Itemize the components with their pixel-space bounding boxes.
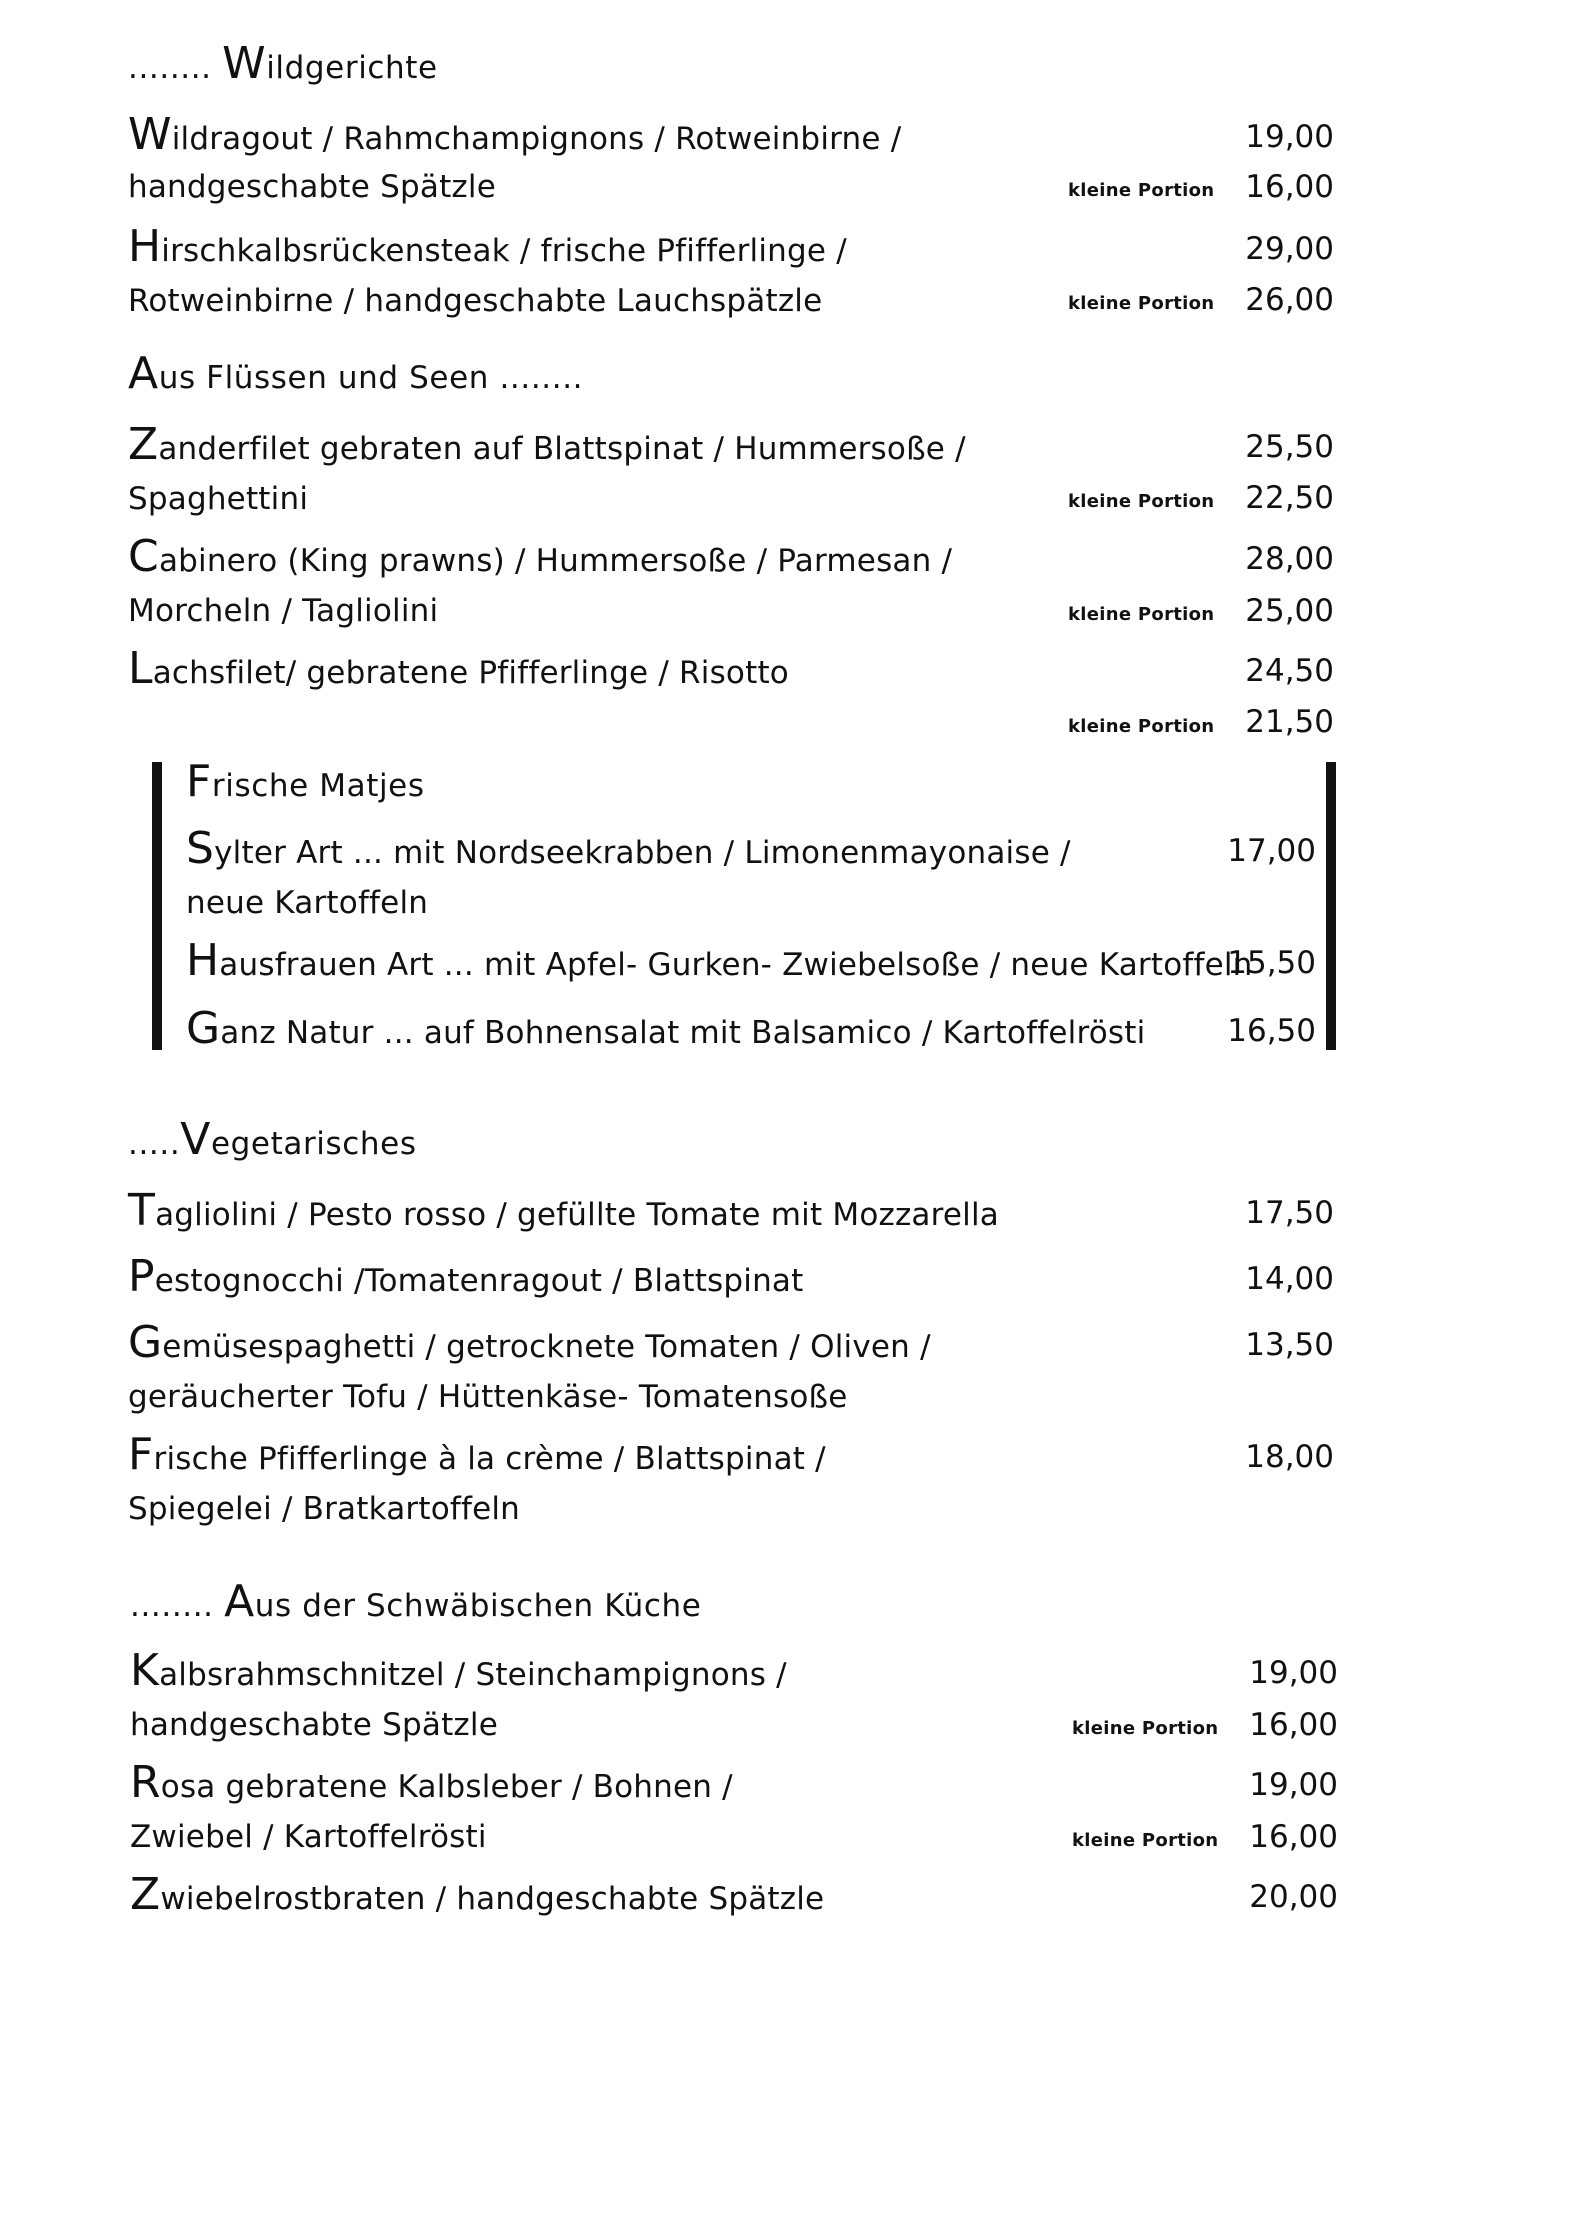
menu-item-line2: handgeschabte Spätzle (130, 1707, 498, 1743)
item-initial: T (128, 1185, 156, 1236)
section-heading-fluesse-seen (128, 348, 584, 399)
menu-item-line2: Spaghettini (128, 481, 309, 517)
heading-text: us Flüssen und Seen ........ (158, 360, 584, 396)
menu-item-name (128, 643, 789, 694)
item-line1: emüsespaghetti / getrocknete Tomaten / Oliven / (162, 1329, 931, 1365)
menu-item-name (186, 935, 1253, 986)
heading-initial: V (180, 1114, 211, 1165)
menu-item-price: 20,00 (1249, 1879, 1338, 1915)
heading-initial: W (222, 38, 267, 89)
section-heading-frische-matjes (186, 756, 425, 807)
menu-item-name (128, 1429, 826, 1480)
menu-item-line2: Spiegelei / Bratkartoffeln (128, 1491, 521, 1527)
heading-text: rische Matjes (211, 768, 425, 804)
menu-item-price: 13,50 (1245, 1327, 1334, 1363)
menu-item-name (130, 1869, 825, 1920)
item-initial: R (130, 1757, 161, 1808)
item-line1: agliolini / Pesto rosso / gefüllte Tomate mit Mozzarella (155, 1197, 999, 1233)
item-initial: H (128, 221, 162, 272)
menu-item-price: 29,00 (1245, 231, 1334, 267)
menu-item-price: 16,50 (1227, 1013, 1316, 1049)
item-line1: osa gebratene Kalbsleber / Bohnen / (160, 1769, 733, 1805)
item-initial: L (128, 643, 153, 694)
menu-item-name (128, 419, 966, 470)
item-initial: S (186, 823, 215, 874)
item-initial: H (186, 935, 220, 986)
section-heading-schwaebische-kueche (130, 1576, 702, 1627)
menu-item-price: 17,00 (1227, 833, 1316, 869)
small-portion-price: 22,50 (1245, 480, 1334, 516)
heading-text: ildgerichte (266, 50, 438, 86)
heading-text: us der Schwäbischen Küche (254, 1588, 702, 1624)
small-portion-label: kleine Portion (1072, 1718, 1219, 1739)
menu-item-name (186, 823, 1071, 874)
heading-initial: A (128, 348, 159, 399)
menu-item-name (128, 531, 953, 582)
small-portion-price: 16,00 (1249, 1707, 1338, 1743)
small-portion-price: 16,00 (1245, 169, 1334, 205)
menu-item-line2: neue Kartoffeln (186, 885, 429, 921)
menu-item-name (128, 1251, 804, 1302)
menu-item-price: 15,50 (1227, 945, 1316, 981)
item-initial: Z (130, 1869, 161, 1920)
menu-item-price: 19,00 (1249, 1767, 1338, 1803)
small-portion-label: kleine Portion (1068, 604, 1215, 625)
item-line1: ausfrauen Art ... mit Apfel- Gurken- Zwiebelsoße / neue Kartoffeln (219, 947, 1253, 983)
menu-item-price: 18,00 (1245, 1439, 1334, 1475)
heading-text: egetarisches (210, 1126, 417, 1162)
menu-item-name (130, 1645, 787, 1696)
heading-initial: A (224, 1576, 255, 1627)
item-line1: irschkalbsrückensteak / frische Pfifferlinge / (161, 233, 847, 269)
menu-item-line2: Morcheln / Tagliolini (128, 593, 439, 629)
menu-item-price: 24,50 (1245, 653, 1334, 689)
menu-item-name (130, 1757, 733, 1808)
heading-prefix: ........ (128, 50, 223, 86)
item-line1: ylter Art ... mit Nordseekrabben / Limonenmayonaise / (214, 835, 1071, 871)
item-line1: anz Natur ... auf Bohnensalat mit Balsamico / Kartoffelrösti (220, 1015, 1146, 1051)
item-line1: ildragout / Rahmchampignons / Rotweinbirne / (171, 121, 902, 157)
menu-item-price: 28,00 (1245, 541, 1334, 577)
menu-item-price: 19,00 (1249, 1655, 1338, 1691)
menu-item-price: 19,00 (1245, 119, 1334, 155)
item-initial: K (130, 1645, 160, 1696)
menu-item-price: 14,00 (1245, 1261, 1334, 1297)
matjes-left-bar (152, 762, 162, 1050)
menu-item-line2: Zwiebel / Kartoffelrösti (130, 1819, 487, 1855)
item-line1: anderfilet gebraten auf Blattspinat / Hummersoße / (158, 431, 966, 467)
section-heading-vegetarisches (128, 1114, 417, 1165)
small-portion-label: kleine Portion (1072, 1830, 1219, 1851)
small-portion-price: 25,00 (1245, 593, 1334, 629)
item-line1: wiebelrostbraten / handgeschabte Spätzle (160, 1881, 825, 1917)
menu-item-name (186, 1003, 1146, 1054)
small-portion-label: kleine Portion (1068, 491, 1215, 512)
small-portion-label: kleine Portion (1068, 293, 1215, 314)
heading-prefix: ........ (130, 1588, 225, 1624)
menu-item-name (128, 109, 902, 160)
menu-item-name (128, 221, 847, 272)
item-initial: W (128, 109, 172, 160)
item-initial: C (128, 531, 159, 582)
item-initial: Z (128, 419, 159, 470)
small-portion-label: kleine Portion (1068, 716, 1215, 737)
item-line1: rische Pfifferlinge à la crème / Blattspinat / (153, 1441, 826, 1477)
item-line1: achsfilet/ gebratene Pfifferlinge / Risotto (152, 655, 789, 691)
menu-item-price: 17,50 (1245, 1195, 1334, 1231)
menu-item-price: 25,50 (1245, 429, 1334, 465)
menu-item-line2: handgeschabte Spätzle (128, 169, 496, 205)
menu-item-line2: Rotweinbirne / handgeschabte Lauchspätzle (128, 283, 823, 319)
item-initial: G (186, 1003, 221, 1054)
item-initial: G (128, 1317, 163, 1368)
small-portion-price: 21,50 (1245, 704, 1334, 740)
item-initial: P (128, 1251, 155, 1302)
section-heading-wildgerichte (128, 38, 438, 89)
matjes-right-bar (1326, 762, 1336, 1050)
item-line1: estognocchi /Tomatenragout / Blattspinat (154, 1263, 804, 1299)
heading-prefix: ..... (128, 1126, 181, 1162)
small-portion-label: kleine Portion (1068, 180, 1215, 201)
item-initial: F (128, 1429, 154, 1480)
menu-item-name (128, 1317, 931, 1368)
menu-item-name (128, 1185, 999, 1236)
item-line1: albsrahmschnitzel / Steinchampignons / (159, 1657, 787, 1693)
item-line1: abinero (King prawns) / Hummersoße / Parmesan / (158, 543, 953, 579)
small-portion-price: 26,00 (1245, 282, 1334, 318)
menu-item-line2: geräucherter Tofu / Hüttenkäse- Tomatensoße (128, 1379, 848, 1415)
heading-initial: F (186, 756, 212, 807)
small-portion-price: 16,00 (1249, 1819, 1338, 1855)
